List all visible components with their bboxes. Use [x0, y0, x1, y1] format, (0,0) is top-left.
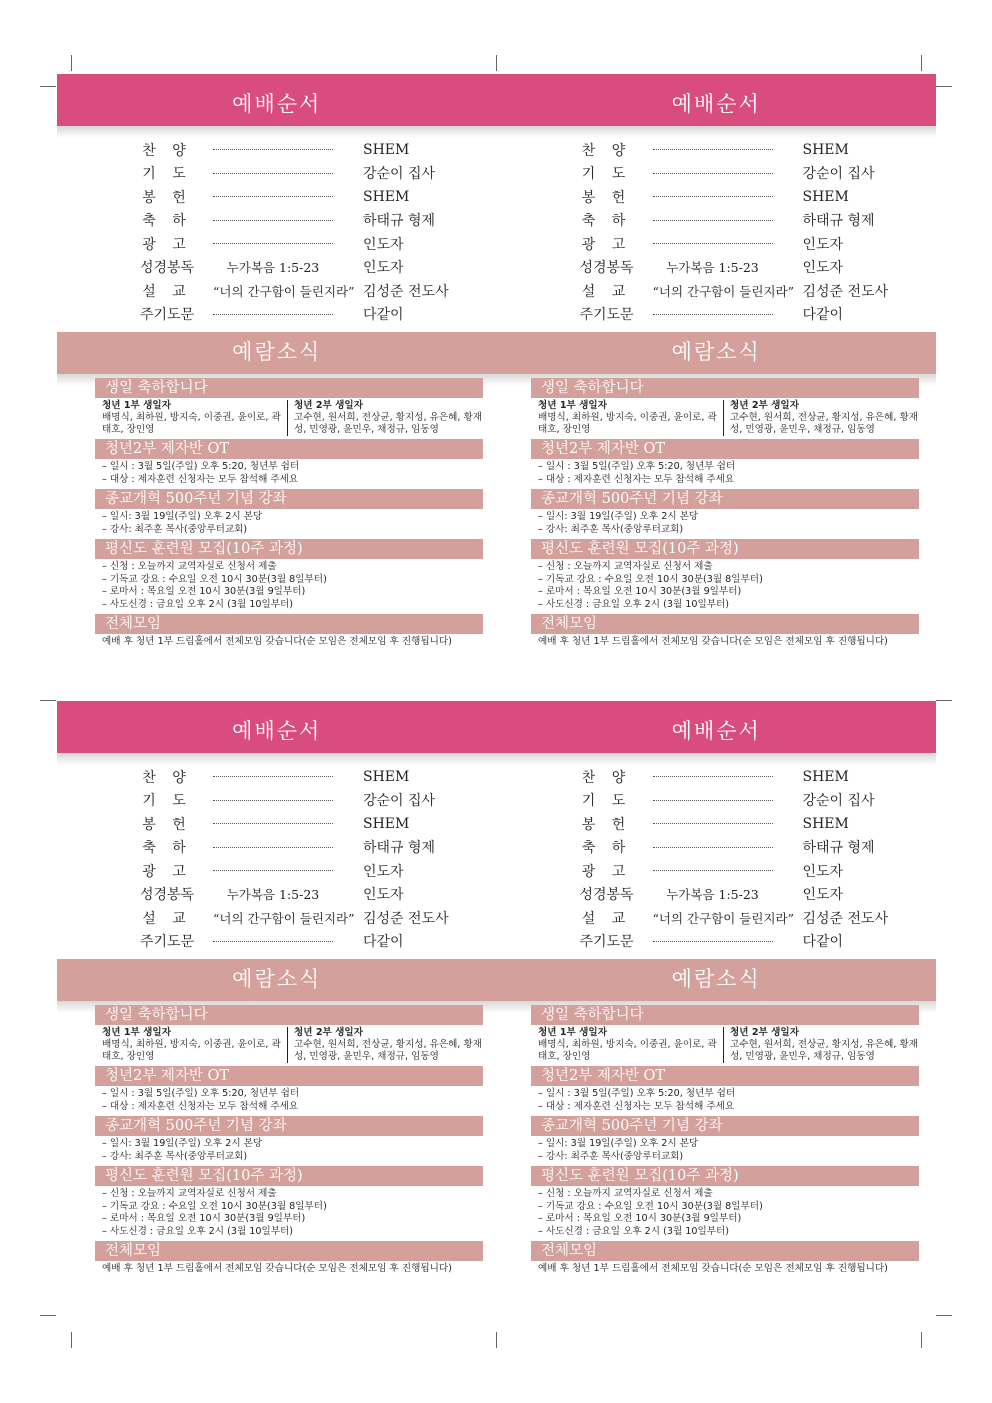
order-row: [57, 162, 497, 186]
order-detail: [653, 196, 773, 197]
assembly-body: [102, 1261, 493, 1279]
news-right: [493, 1005, 929, 1279]
order-row: [497, 232, 937, 256]
worship-order: [57, 126, 936, 326]
order-label: 광 고: [581, 236, 632, 253]
assembly-body: [102, 634, 493, 652]
order-detail: [653, 149, 773, 150]
order-row: [497, 789, 937, 813]
order-label: 주기도문: [139, 307, 195, 324]
order-leader: 다같이: [363, 934, 404, 951]
order-detail: [653, 243, 773, 244]
ot-body: [538, 1086, 929, 1116]
order-leader: 김성준 전도사: [802, 910, 889, 927]
ot-line: – 일시 : 3월 5일(주일) 오후 5:20, 청년부 쉼터: [538, 461, 736, 472]
order-leader: 인도자: [363, 236, 404, 253]
order-detail: “너의 간구함이 들린지라”: [213, 910, 355, 926]
news-left: [57, 1005, 493, 1279]
order-detail: [213, 243, 333, 244]
training-line: – 기독교 강요 : 수요일 오전 10시 30분(3월 8일부터): [538, 1200, 763, 1212]
order-detail: 누가복음 1:5-23: [226, 260, 320, 276]
reform-heading: 종교개혁 500주년 기념 강좌: [95, 489, 483, 509]
order-leader: 인도자: [802, 236, 844, 253]
order-row: [497, 256, 937, 280]
reform-body: [102, 1136, 493, 1166]
reform-line: – 강사: 최주훈 목사(중앙루터교회): [538, 1150, 684, 1162]
order-row: [57, 883, 497, 907]
crop-mark: [40, 1315, 56, 1316]
order-detail: [213, 314, 333, 315]
assembly-body: [538, 1261, 929, 1279]
order-detail: [213, 941, 333, 942]
order-label: 봉 헌: [142, 816, 192, 833]
order-row: [57, 279, 497, 303]
order-label: 성경봉독: [579, 887, 634, 904]
assembly-heading: 전체모임: [531, 614, 919, 634]
worship-title: 예배순서: [232, 719, 322, 743]
assembly-line: 예배 후 청년 1부 드림홀에서 전체모임 갖습니다(순 모임은 전체모임 후 진행됩니다): [102, 636, 452, 647]
training-body: [538, 1186, 929, 1241]
birthday-heading: 생일 축하합니다: [531, 378, 919, 398]
birthday-list: [538, 398, 929, 439]
order-leader: 하태규 형제: [802, 213, 875, 230]
order-detail: [653, 220, 773, 221]
order-row: [497, 162, 937, 186]
ot-line: – 일시 : 3월 5일(주일) 오후 5:20, 청년부 쉼터: [102, 1088, 300, 1099]
crop-mark: [936, 700, 952, 701]
training-body: [538, 559, 929, 614]
reform-line: – 일시: 3월 19일(주일) 오후 2시 본당: [538, 511, 699, 522]
order-row: [57, 209, 497, 233]
birthday-list: [102, 398, 493, 439]
ot-heading: 청년2부 제자반 OT: [95, 1066, 483, 1086]
order-row: [497, 138, 937, 162]
order-leader: SHEM: [802, 188, 849, 205]
ot-body: [102, 1086, 493, 1116]
assembly-line: 예배 후 청년 1부 드림홀에서 전체모임 갖습니다(순 모임은 전체모임 후 진행됩니다): [102, 1263, 452, 1274]
ot-line: – 대상 : 제자훈련 신청자는 모두 참석해 주세요: [102, 1100, 299, 1112]
ot-line: – 일시 : 3월 5일(주일) 오후 5:20, 청년부 쉼터: [538, 1088, 736, 1099]
worship-order-left: [57, 126, 497, 326]
training-line: – 사도신경 : 금요일 오후 2시 (3월 10일부터): [538, 1225, 730, 1237]
training-line: – 기독교 강요 : 수요일 오전 10시 30분(3월 8일부터): [102, 1200, 327, 1212]
order-leader: 인도자: [363, 863, 404, 880]
order-label: 광 고: [142, 863, 192, 880]
order-row: [57, 765, 497, 789]
order-label: 설 교: [581, 910, 632, 927]
reform-heading: 종교개혁 500주년 기념 강좌: [531, 1116, 919, 1136]
reform-line: – 일시: 3월 19일(주일) 오후 2시 본당: [538, 1138, 699, 1149]
order-label: 찬 양: [581, 142, 632, 159]
ot-line: – 대상 : 제자훈련 신청자는 모두 참석해 주세요: [538, 473, 735, 485]
order-row: [57, 232, 497, 256]
order-row: [497, 883, 937, 907]
birthday-list: [538, 1025, 929, 1066]
order-detail: [653, 776, 773, 777]
order-row: [57, 789, 497, 813]
order-row: [497, 812, 937, 836]
order-detail: [653, 173, 773, 174]
order-leader: 강순이 집사: [802, 166, 875, 183]
reform-heading: 종교개혁 500주년 기념 강좌: [531, 489, 919, 509]
training-heading: 평신도 훈련원 모집(10주 과정): [531, 1166, 919, 1186]
crop-mark: [936, 1315, 952, 1316]
ot-line: – 대상 : 제자훈련 신청자는 모두 참석해 주세요: [538, 1100, 735, 1112]
order-leader: 강순이 집사: [363, 166, 436, 183]
news-right: [493, 378, 929, 652]
worship-order: [57, 753, 936, 953]
worship-title: 예배순서: [671, 719, 761, 743]
ot-body: [102, 459, 493, 489]
order-leader: 인도자: [802, 887, 844, 904]
birthday-group1-names: 배명식, 최하원, 방지숙, 이중권, 윤이로, 곽태호, 장인영: [538, 1039, 717, 1062]
training-line: – 로마서 : 목요일 오전 10시 30분(3월 9일부터): [538, 1213, 742, 1224]
worship-header: [57, 74, 936, 126]
birthday-heading: 생일 축하합니다: [95, 378, 483, 398]
order-detail: [653, 847, 773, 848]
ot-line: – 일시 : 3월 5일(주일) 오후 5:20, 청년부 쉼터: [102, 461, 300, 472]
assembly-heading: 전체모임: [95, 1241, 483, 1261]
ot-heading: 청년2부 제자반 OT: [531, 439, 919, 459]
worship-header: [57, 701, 936, 753]
birthday-group2-title: 청년 2부 생일자: [294, 1027, 363, 1038]
training-line: – 신청 : 오늘까지 교역자실로 신청서 제출: [102, 561, 277, 572]
training-line: – 신청 : 오늘까지 교역자실로 신청서 제출: [538, 561, 713, 572]
order-label: 성경봉독: [139, 260, 195, 277]
order-label: 축 하: [142, 840, 192, 857]
training-heading: 평신도 훈련원 모집(10주 과정): [95, 1166, 483, 1186]
order-row: [497, 209, 937, 233]
order-detail: [213, 220, 333, 221]
crop-mark: [40, 86, 56, 87]
training-line: – 기독교 강요 : 수요일 오전 10시 30분(3월 8일부터): [102, 573, 327, 585]
order-label: 찬 양: [581, 769, 632, 786]
birthday-group1-title: 청년 1부 생일자: [102, 1027, 171, 1038]
news-title: 예람소식: [671, 967, 761, 991]
news-columns: [57, 1005, 936, 1279]
order-label: 봉 헌: [581, 816, 632, 833]
crop-mark: [921, 55, 922, 71]
birthday-group1-names: 배명식, 최하원, 방지숙, 이중권, 윤이로, 곽태호, 장인영: [538, 412, 717, 435]
crop-mark: [496, 55, 497, 71]
order-leader: SHEM: [802, 768, 849, 785]
news-left: [57, 378, 493, 652]
order-detail: [213, 776, 333, 777]
order-detail: [213, 870, 333, 871]
order-leader: 다같이: [802, 307, 844, 324]
birthday-group1-names: 배명식, 최하원, 방지숙, 이중권, 윤이로, 곽태호, 장인영: [102, 1039, 281, 1062]
worship-order-left: [57, 753, 497, 953]
birthday-group2-names: 고수현, 원서희, 전상균, 황지성, 유은혜, 황재성, 민영광, 윤민우, 채정규, 임동영: [730, 1039, 919, 1062]
order-leader: SHEM: [363, 188, 410, 205]
order-label: 성경봉독: [579, 260, 634, 277]
training-line: – 로마서 : 목요일 오전 10시 30분(3월 9일부터): [102, 1213, 306, 1224]
order-label: 기 도: [142, 793, 192, 810]
order-leader: SHEM: [363, 815, 410, 832]
crop-mark: [921, 1332, 922, 1348]
order-detail: [653, 800, 773, 801]
order-detail: 누가복음 1:5-23: [666, 887, 759, 903]
crop-mark: [936, 86, 952, 87]
worship-title: 예배순서: [232, 92, 322, 116]
birthday-list: [102, 1025, 493, 1066]
order-detail: 누가복음 1:5-23: [226, 887, 320, 903]
reform-line: – 일시: 3월 19일(주일) 오후 2시 본당: [102, 511, 263, 522]
ot-heading: 청년2부 제자반 OT: [95, 439, 483, 459]
order-label: 기 도: [142, 166, 192, 183]
order-leader: 인도자: [802, 863, 844, 880]
worship-order-right: [497, 753, 937, 953]
order-row: [57, 906, 497, 930]
birthday-group2-title: 청년 2부 생일자: [730, 400, 799, 411]
ot-line: – 대상 : 제자훈련 신청자는 모두 참석해 주세요: [102, 473, 299, 485]
birthday-group1-names: 배명식, 최하원, 방지숙, 이중권, 윤이로, 곽태호, 장인영: [102, 412, 281, 435]
order-label: 설 교: [142, 283, 192, 300]
order-label: 주기도문: [139, 934, 195, 951]
birthday-group1-title: 청년 1부 생일자: [102, 400, 171, 411]
order-label: 봉 헌: [581, 189, 632, 206]
order-label: 설 교: [142, 910, 192, 927]
assembly-heading: 전체모임: [531, 1241, 919, 1261]
training-line: – 로마서 : 목요일 오전 10시 30분(3월 9일부터): [538, 586, 742, 597]
order-row: [57, 836, 497, 860]
order-detail: [213, 173, 333, 174]
order-label: 성경봉독: [139, 887, 195, 904]
order-label: 축 하: [581, 840, 632, 857]
order-label: 광 고: [581, 863, 632, 880]
order-leader: 인도자: [363, 260, 404, 277]
worship-title: 예배순서: [671, 92, 761, 116]
order-row: [497, 859, 937, 883]
birthday-group1-title: 청년 1부 생일자: [538, 400, 607, 411]
order-detail: [653, 823, 773, 824]
order-leader: 하태규 형제: [363, 213, 436, 230]
crop-mark: [71, 1332, 72, 1348]
reform-line: – 일시: 3월 19일(주일) 오후 2시 본당: [102, 1138, 263, 1149]
order-leader: SHEM: [363, 768, 410, 785]
training-line: – 로마서 : 목요일 오전 10시 30분(3월 9일부터): [102, 586, 306, 597]
order-label: 찬 양: [142, 142, 192, 159]
crop-mark: [40, 700, 56, 701]
training-heading: 평신도 훈련원 모집(10주 과정): [531, 539, 919, 559]
ot-heading: 청년2부 제자반 OT: [531, 1066, 919, 1086]
worship-order-right: [497, 126, 937, 326]
order-detail: [213, 800, 333, 801]
order-leader: 김성준 전도사: [363, 283, 449, 300]
order-row: [57, 859, 497, 883]
reform-heading: 종교개혁 500주년 기념 강좌: [95, 1116, 483, 1136]
order-label: 설 교: [581, 283, 632, 300]
order-leader: 인도자: [802, 260, 844, 277]
training-line: – 사도신경 : 금요일 오후 2시 (3월 10일부터): [538, 598, 730, 610]
order-row: [497, 930, 937, 954]
order-row: [497, 185, 937, 209]
order-leader: 김성준 전도사: [802, 283, 889, 300]
order-row: [497, 906, 937, 930]
order-label: 봉 헌: [142, 189, 192, 206]
order-leader: 김성준 전도사: [363, 910, 449, 927]
order-leader: SHEM: [802, 815, 849, 832]
birthday-group2-title: 청년 2부 생일자: [730, 1027, 799, 1038]
birthday-group2-names: 고수현, 원서희, 전상균, 황지성, 유은혜, 황재성, 민영광, 윤민우, 채정규, 임동영: [294, 412, 483, 435]
crop-mark: [496, 1332, 497, 1348]
reform-body: [102, 509, 493, 539]
reform-line: – 강사: 최주훈 목사(중앙루터교회): [102, 523, 248, 535]
assembly-line: 예배 후 청년 1부 드림홀에서 전체모임 갖습니다(순 모임은 전체모임 후 진행됩니다): [538, 1263, 888, 1274]
order-label: 주기도문: [579, 934, 634, 951]
order-label: 주기도문: [579, 307, 634, 324]
training-body: [102, 559, 493, 614]
order-row: [497, 765, 937, 789]
birthday-heading: 생일 축하합니다: [531, 1005, 919, 1025]
order-row: [57, 930, 497, 954]
order-detail: [653, 314, 773, 315]
birthday-group2-title: 청년 2부 생일자: [294, 400, 363, 411]
order-row: [57, 303, 497, 327]
order-detail: [213, 823, 333, 824]
news-title: 예람소식: [671, 340, 761, 364]
order-row: [497, 279, 937, 303]
order-leader: 하태규 형제: [363, 840, 436, 857]
assembly-line: 예배 후 청년 1부 드림홀에서 전체모임 갖습니다(순 모임은 전체모임 후 진행됩니다): [538, 636, 888, 647]
order-detail: “너의 간구함이 들린지라”: [652, 910, 794, 926]
order-label: 광 고: [142, 236, 192, 253]
training-line: – 사도신경 : 금요일 오후 2시 (3월 10일부터): [102, 598, 294, 610]
news-title: 예람소식: [232, 340, 322, 364]
order-row: [57, 256, 497, 280]
order-leader: SHEM: [363, 141, 410, 158]
order-row: [57, 812, 497, 836]
order-detail: [653, 870, 773, 871]
order-label: 축 하: [581, 213, 632, 230]
order-detail: [213, 149, 333, 150]
order-detail: [653, 941, 773, 942]
reform-line: – 강사: 최주훈 목사(중앙루터교회): [538, 523, 684, 535]
training-line: – 기독교 강요 : 수요일 오전 10시 30분(3월 8일부터): [538, 573, 763, 585]
order-detail: 누가복음 1:5-23: [666, 260, 759, 276]
birthday-group2-names: 고수현, 원서희, 전상균, 황지성, 유은혜, 황재성, 민영광, 윤민우, 채정규, 임동영: [730, 412, 919, 435]
birthday-group2-names: 고수현, 원서희, 전상균, 황지성, 유은혜, 황재성, 민영광, 윤민우, 채정규, 임동영: [294, 1039, 483, 1062]
order-detail: “너의 간구함이 들린지라”: [652, 283, 794, 299]
order-detail: “너의 간구함이 들린지라”: [213, 283, 355, 299]
news-columns: [57, 378, 936, 652]
news-header: [57, 959, 936, 1011]
birthday-group1-title: 청년 1부 생일자: [538, 1027, 607, 1038]
order-row: [497, 303, 937, 327]
order-leader: 강순이 집사: [363, 793, 436, 810]
reform-body: [538, 509, 929, 539]
reform-body: [538, 1136, 929, 1166]
ot-body: [538, 459, 929, 489]
order-leader: 인도자: [363, 887, 404, 904]
order-row: [57, 138, 497, 162]
order-leader: 하태규 형제: [802, 840, 875, 857]
order-detail: [213, 847, 333, 848]
training-line: – 신청 : 오늘까지 교역자실로 신청서 제출: [102, 1188, 277, 1199]
order-label: 찬 양: [142, 769, 192, 786]
order-label: 기 도: [581, 166, 632, 183]
birthday-heading: 생일 축하합니다: [95, 1005, 483, 1025]
news-header: [57, 332, 936, 384]
training-heading: 평신도 훈련원 모집(10주 과정): [95, 539, 483, 559]
bulletin-bottom: [57, 701, 936, 1279]
assembly-body: [538, 634, 929, 652]
order-label: 축 하: [142, 213, 192, 230]
order-leader: 다같이: [363, 307, 404, 324]
order-leader: SHEM: [802, 141, 849, 158]
bulletin-top: [57, 74, 936, 652]
training-line: – 사도신경 : 금요일 오후 2시 (3월 10일부터): [102, 1225, 294, 1237]
news-title: 예람소식: [232, 967, 322, 991]
order-detail: [213, 196, 333, 197]
crop-mark: [71, 55, 72, 71]
order-leader: 강순이 집사: [802, 793, 875, 810]
assembly-heading: 전체모임: [95, 614, 483, 634]
order-row: [497, 836, 937, 860]
training-line: – 신청 : 오늘까지 교역자실로 신청서 제출: [538, 1188, 713, 1199]
reform-line: – 강사: 최주훈 목사(중앙루터교회): [102, 1150, 248, 1162]
order-leader: 다같이: [802, 934, 844, 951]
training-body: [102, 1186, 493, 1241]
order-label: 기 도: [581, 793, 632, 810]
order-row: [57, 185, 497, 209]
